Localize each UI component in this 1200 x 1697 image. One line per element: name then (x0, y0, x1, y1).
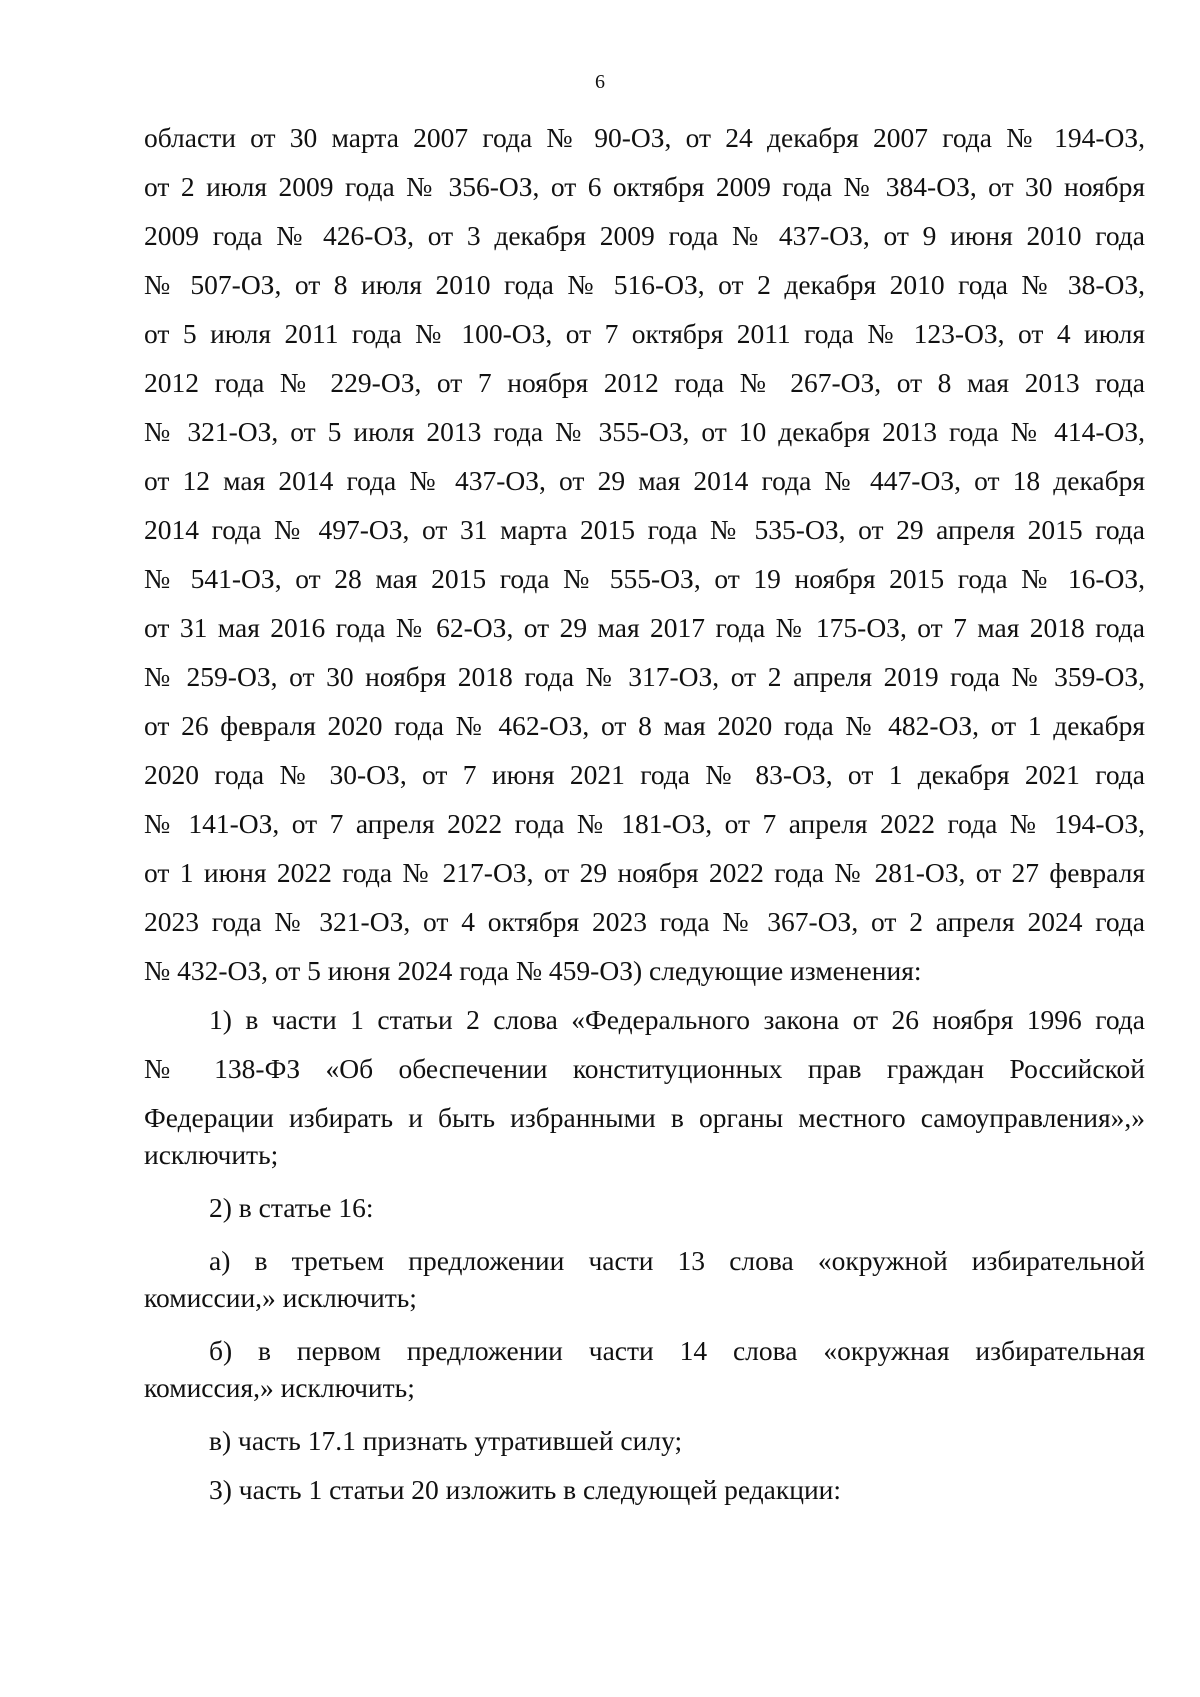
text-line: от 1 июня 2022 года № 217-ОЗ, от 29 ноября 2022 года № 281-ОЗ, от 27 февраля (144, 857, 1145, 888)
text-line: 2023 года № 321-ОЗ, от 4 октября 2023 года № 367-ОЗ, от 2 апреля 2024 года (144, 906, 1145, 937)
text-line: 2009 года № 426-ОЗ, от 3 декабря 2009 года № 437-ОЗ, от 9 июня 2010 года (144, 220, 1145, 251)
item-3-paragraph (144, 1465, 1145, 1514)
text-line: комиссии,» исключить; (144, 1282, 417, 1313)
text-line: № 259-ОЗ, от 30 ноября 2018 года № 317-ОЗ, от 2 апреля 2019 года № 359-ОЗ, (144, 661, 1145, 692)
text-line: 2012 года № 229-ОЗ, от 7 ноября 2012 года № 267-ОЗ, от 8 мая 2013 года (144, 367, 1145, 398)
text-line: № 138-ФЗ «Об обеспечении конституционных прав граждан Российской (144, 1053, 1145, 1084)
text-line: № 141-ОЗ, от 7 апреля 2022 года № 181-ОЗ, от 7 апреля 2022 года № 194-ОЗ, (144, 808, 1145, 839)
text-line: 2014 года № 497-ОЗ, от 31 марта 2015 года № 535-ОЗ, от 29 апреля 2015 года (144, 514, 1145, 545)
text-line: комиссия,» исключить; (144, 1372, 415, 1403)
item-2b-paragraph (144, 1326, 1145, 1412)
text-line: от 26 февраля 2020 года № 462-ОЗ, от 8 мая 2020 года № 482-ОЗ, от 1 декабря (144, 710, 1145, 741)
text-line: № 507-ОЗ, от 8 июля 2010 года № 516-ОЗ, от 2 декабря 2010 года № 38-ОЗ, (144, 269, 1145, 300)
text-line: от 2 июля 2009 года № 356-ОЗ, от 6 октября 2009 года № 384-ОЗ, от 30 ноября (144, 171, 1145, 202)
text-line: а) в третьем предложении части 13 слова «окружной избирательной (209, 1245, 1145, 1276)
text-line: 1) в части 1 статьи 2 слова «Федерального закона от 26 ноября 1996 года (209, 1004, 1145, 1035)
item-2a-paragraph (144, 1236, 1145, 1322)
text-line: от 31 мая 2016 года № 62-ОЗ, от 29 мая 2017 года № 175-ОЗ, от 7 мая 2018 года (144, 612, 1145, 643)
text-line: № 321-ОЗ, от 5 июля 2013 года № 355-ОЗ, от 10 декабря 2013 года № 414-ОЗ, (144, 416, 1145, 447)
text-line: Федерации избирать и быть избранными в органы местного самоуправления»,» (144, 1102, 1145, 1133)
text-line: области от 30 марта 2007 года № 90-ОЗ, от 24 декабря 2007 года № 194-ОЗ, (144, 122, 1145, 153)
text-line: в) часть 17.1 признать утратившей силу; (209, 1425, 683, 1456)
text-line: б) в первом предложении части 14 слова «окружная избирательная (209, 1335, 1145, 1366)
item-2c-paragraph (144, 1416, 1145, 1465)
text-line: 3) часть 1 статьи 20 изложить в следующей редакции: (209, 1474, 842, 1505)
page-number: 6 (595, 71, 605, 93)
text-line: исключить; (144, 1139, 279, 1170)
text-line: № 432-ОЗ, от 5 июня 2024 года № 459-ОЗ) следующие изменения: (144, 955, 922, 986)
text-line: 2) в статье 16: (209, 1192, 374, 1223)
text-line: от 12 мая 2014 года № 437-ОЗ, от 29 мая 2014 года № 447-ОЗ, от 18 декабря (144, 465, 1145, 496)
item-2-paragraph (144, 1183, 1145, 1232)
text-line: № 541-ОЗ, от 28 мая 2015 года № 555-ОЗ, от 19 ноября 2015 года № 16-ОЗ, (144, 563, 1145, 594)
intro-paragraph (144, 113, 1145, 995)
text-line: от 5 июля 2011 года № 100-ОЗ, от 7 октября 2011 года № 123-ОЗ, от 4 июля (144, 318, 1145, 349)
item-1-paragraph (144, 995, 1145, 1179)
text-line: 2020 года № 30-ОЗ, от 7 июня 2021 года № 83-ОЗ, от 1 декабря 2021 года (144, 759, 1145, 790)
document-body (144, 113, 1145, 1514)
